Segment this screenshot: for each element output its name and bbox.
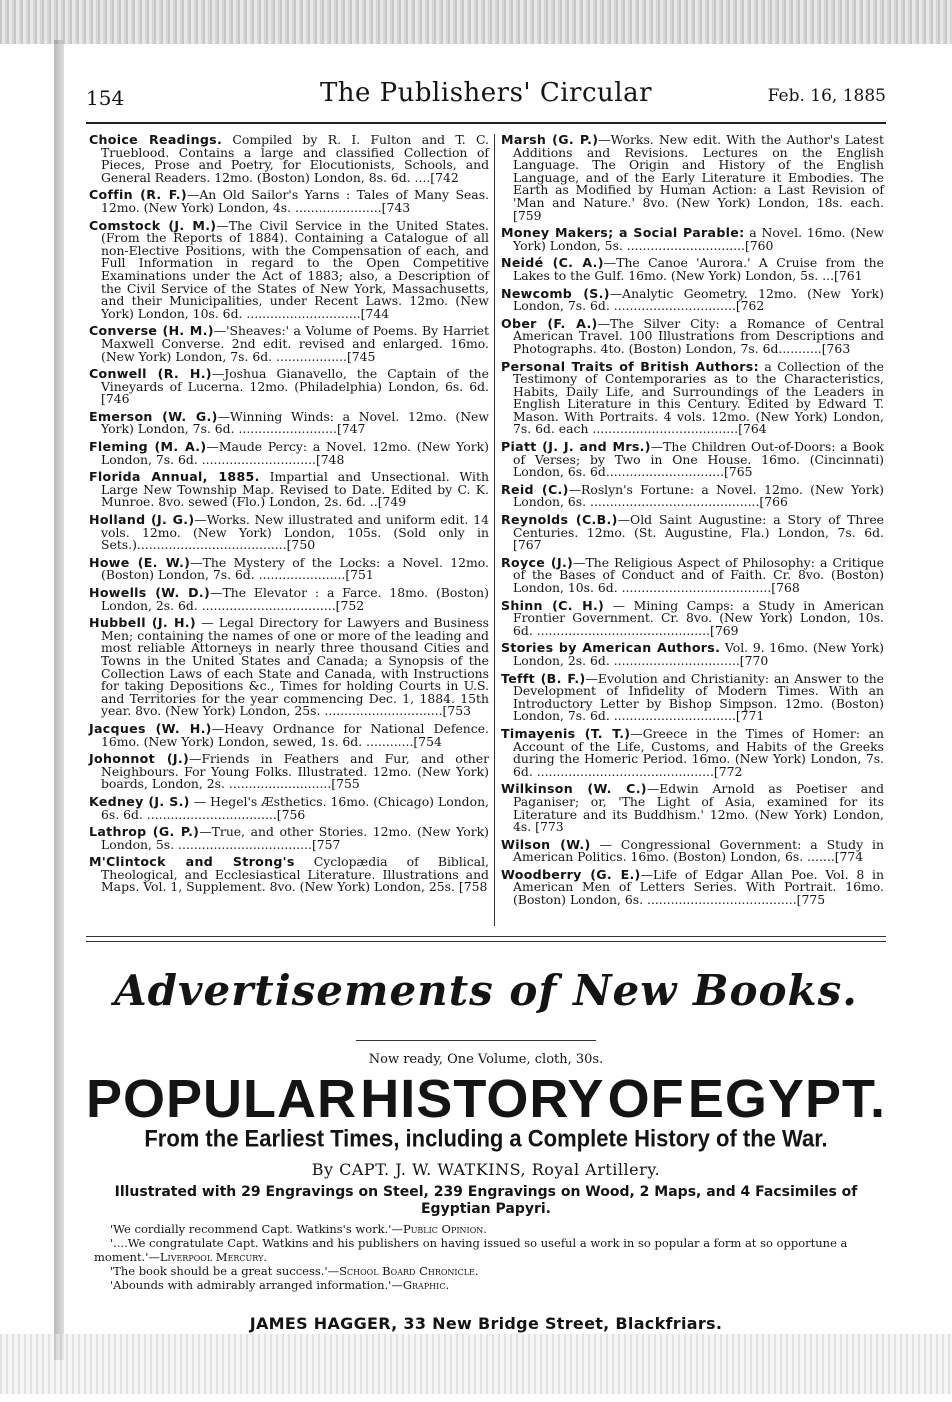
entry-author: M'Clintock and Strong's — [89, 854, 295, 870]
header-rule — [86, 122, 886, 124]
book-entry — [89, 720, 489, 749]
short-rule — [356, 1040, 596, 1041]
entry-author: Choice Readings. — [89, 132, 223, 147]
entry-text: —Life of Edgar Allan Poe. Vol. 8 in American Men of Letters Series. With Portrait. 16mo. (Boston) London, 6s. ......................................[775 — [513, 866, 884, 908]
book-headline — [86, 1068, 886, 1130]
page-header — [86, 78, 886, 112]
book-entry — [89, 441, 489, 466]
book-entry — [89, 368, 489, 406]
book-entry — [89, 408, 489, 437]
entry-author: Timayenis (T. T.) — [501, 725, 631, 741]
book-entry — [501, 670, 885, 724]
entry-text: —The Mystery of the Locks: a Novel. 12mo. (Boston) London, 7s. 6d. ......................[751 — [101, 554, 489, 583]
scan-edge-bottom — [0, 1334, 952, 1394]
entry-text: —The Canoe 'Aurora.' A Cruise from the Lakes to the Gulf. 16mo. (New York) London, 5s. ...[761 — [513, 255, 884, 283]
entry-author: Woodberry (G. E.) — [501, 866, 641, 882]
page-number: 154 — [86, 86, 125, 110]
entry-text: —Analytic Geometry. 12mo. (New York) London, 7s. 6d. ...............................[762 — [513, 285, 884, 314]
entry-text: — Mining Camps: a Study in American Frontier Government. Cr. 8vo. (New York) London, 10s. 6d. ............................................[769 — [513, 597, 884, 638]
entry-text: —'Sheaves:' a Volume of Poems. By Harriet Maxwell Converse. 2nd edit. revised and enlarged. 16mo. (New York) London, 7s. 6d. ..................[745 — [101, 323, 489, 364]
section-rule — [86, 936, 886, 937]
book-entry — [89, 514, 489, 552]
entry-author: Hubbell (J. H.) — [89, 615, 196, 631]
book-entry — [501, 642, 884, 667]
entry-author: Converse (H. M.) — [89, 323, 214, 339]
headline-word: HISTORY — [360, 1069, 605, 1129]
entry-author: Johonnot (J.) — [89, 751, 190, 767]
column-divider — [494, 134, 495, 926]
entry-author: Royce (J.) — [501, 554, 574, 570]
book-entry — [501, 597, 884, 638]
entry-author: Marsh (G. P.) — [501, 132, 599, 147]
entry-author: Neidé (C. A.) — [501, 255, 604, 271]
entry-text: — Congressional Government: a Study in American Politics. 16mo. (Boston) London, 6s. .......[774 — [513, 836, 885, 865]
entry-text: — Legal Directory for Lawyers and Business Men; containing the names of one or more of the leading and most reliable Attorneys in nearly three thousand Cities and Towns in the United States and Canada; a Synopsis of the Collection Laws of each State and Canada, with Instructions for taking Depositions &c., Times for holding Courts in U.S. and Territories for the year commencing Dec. 1, 1884. 15th year. 8vo. (New York) London, 25s. ..............................[753 — [101, 615, 489, 719]
entry-author: Coffin (R. F.) — [89, 187, 187, 203]
entry-author: Ober (F. A.) — [501, 315, 598, 331]
book-entry — [89, 471, 489, 509]
entry-text: —An Old Sailor's Yarns : Tales of Many Seas. 12mo. (New York) London, 4s. ......................[743 — [101, 187, 489, 215]
entry-author: Holland (J. G.) — [89, 512, 195, 528]
headline-word: OF — [607, 1069, 685, 1129]
entry-text: —Old Saint Augustine: a Story of Three Centuries. 12mo. (St. Augustine, Fla.) London, 7s. 6d. [767 — [513, 512, 884, 553]
issue-date: Feb. 16, 1885 — [767, 86, 886, 106]
entry-author: Florida Annual, 1885. — [89, 469, 260, 485]
entry-text: —The Silver City: a Romance of Central American Travel. 100 Illustrations from Descriptions and Photographs. 4to. (Boston) London, 7s. 6d...........[763 — [513, 315, 884, 356]
entry-text: —Maude Percy: a Novel. 12mo. (New York) London, 7s. 6d. .............................[748 — [101, 439, 489, 467]
entry-text: a Novel. 16mo. (New York) London, 5s. ..............................[760 — [513, 225, 884, 253]
press-quote: 'The book should be a great success.'—School Board Chronicle. — [110, 1264, 479, 1278]
book-entry — [501, 134, 884, 222]
entry-text: — Hegel's Æsthetics. 16mo. (Chicago) London, 6s. 6d. .................................[756 — [101, 793, 489, 822]
book-entry — [89, 587, 489, 612]
right-column — [501, 134, 884, 912]
entry-text: —Greece in the Times of Homer: an Account of the Life, Customs, and Habits of the Greeks during the Homeric Period. 16mo. (New York) London, 7s. 6d. .............................................[772 — [513, 725, 884, 779]
entry-author: Comstock (J. M.) — [89, 217, 217, 233]
book-entry — [89, 217, 489, 321]
entry-author: Stories by American Authors. — [501, 640, 721, 656]
entry-author: Howells (W. D.) — [89, 585, 211, 600]
entry-text: Impartial and Unsectional. With Large New Township Map. Revised to Date. Edited by C. K. Munroe. 8vo. sewed (Flo.) London, 2s. 6d. ..[749 — [101, 469, 489, 510]
book-entry — [89, 617, 489, 718]
press-quote: 'Abounds with admirably arranged information.'—Graphic. — [110, 1278, 450, 1292]
press-quote: '....We congratulate Capt. Watkins and his publishers on having issued so useful a work in so popular a form at so opportune a moment.'—Liverpool Mercury. — [94, 1236, 848, 1264]
entry-author: Reid (C.) — [501, 481, 569, 497]
scan-edge-top — [0, 0, 952, 44]
entry-author: Jacques (W. H.) — [89, 720, 212, 736]
left-column — [89, 134, 489, 899]
entry-author: Personal Traits of British Authors: — [501, 358, 759, 374]
entry-author: Howe (E. W.) — [89, 554, 191, 570]
book-entry — [501, 441, 884, 479]
entry-text: —Heavy Ordnance for National Defence. 16mo. (New York) London, sewed, 1s. 6d. ............[754 — [101, 720, 489, 749]
headline-word: EGYPT. — [687, 1069, 886, 1129]
book-entry — [89, 189, 489, 214]
headline-word: POPULAR — [86, 1069, 358, 1129]
advertisements-heading: Advertisements of New Books. — [114, 966, 858, 1015]
binding-edge — [54, 40, 64, 1360]
now-ready-line: Now ready, One Volume, cloth, 30s. — [368, 1052, 604, 1067]
illustrations-note: Illustrated with 29 Engravings on Steel, 239 Engravings on Wood, 2 Maps, and 4 Facsimiles of Egyptian Papyri. — [114, 1184, 858, 1217]
book-entry — [89, 826, 489, 851]
entry-text: —The Children Out-of-Doors: a Book of Verses; by Two in One House. 16mo. (Cincinnati) London, 6s. 6d..............................[765 — [513, 439, 884, 480]
entry-text: —The Elevator : a Farce. 18mo. (Boston) London, 2s. 6d. ..................................[752 — [101, 585, 489, 613]
entry-text: —Works. New illustrated and uniform edit. 14 vols. 12mo. (New York) London, 105s. (Sold only in Sets.)......................................[750 — [101, 512, 489, 553]
entry-text: —Roslyn's Fortune: a Novel. 12mo. (New York) London, 6s. ...........................................[766 — [513, 481, 884, 510]
book-entry — [89, 134, 489, 184]
entry-text: Cyclopædia of Biblical, Theological, and Ecclesiastical Literature. Illustrations and Maps. Vol. 1, Supplement. 8vo. (New York) London, 25s. [758 — [101, 854, 489, 895]
book-entry — [89, 554, 489, 583]
entry-author: Piatt (J. J. and Mrs.) — [501, 439, 651, 455]
book-entry — [89, 793, 489, 822]
entry-author: Lathrop (G. P.) — [89, 824, 200, 840]
book-entry — [89, 753, 489, 791]
entry-text: —The Civil Service in the United States. (From the Reports of 1884). Containing a Catalogue of all non-Elective Positions, with the Compensation of each, and Full Information in regard to the Open Competitive Examinations under the Act of 1883; also, a Description of the Civil Service of the States of New York, Massachusetts, and their Municipalities, under Recent Laws. 12mo. (New York) London, 10s. 6d. .............................[744 — [101, 217, 489, 321]
entry-author: Kedney (J. S.) — [89, 793, 190, 809]
book-entry — [501, 514, 884, 552]
book-entry — [501, 285, 884, 314]
page-title: The Publishers' Circular — [319, 78, 653, 108]
publisher-address: JAMES HAGGER, 33 New Bridge Street, Blackfriars. — [249, 1314, 723, 1333]
entry-author: Wilkinson (W. C.) — [501, 781, 647, 797]
entry-text: —Works. New edit. With the Author's Latest Additions and Revisions. Lectures on the English Language. The Origin and History of the English Language, and of the Early Literature it Embodies. The Earth as Modified by Human Action: a Last Revision of 'Man and Nature.' 8vo. (New York) London, 18s. each. [759 — [513, 132, 884, 223]
book-subtitle: From the Earliest Times, including a Complete History of the War. — [144, 1124, 828, 1153]
entry-text: —Evolution and Christianity: an Answer to the Development of Infidelity of Modern Times. With an Introductory Letter by Bishop Simpson. 12mo. (Boston) London, 7s. 6d. ...............................[771 — [513, 670, 885, 724]
entry-text: —Joshua Gianavello, the Captain of the Vineyards of Lucerna. 12mo. (Philadelphia) London, 6s. 6d. [746 — [101, 366, 489, 407]
book-entry — [501, 257, 884, 282]
entry-text: —Friends in Feathers and Fur, and other Neighbours. For Young Folks. Illustrated. 12mo. (New York) boards, London, 2s. ..........................[755 — [101, 751, 489, 792]
book-byline: By CAPT. J. W. WATKINS, Royal Artillery. — [311, 1160, 661, 1179]
entry-author: Fleming (M. A.) — [89, 439, 207, 455]
press-quotes — [94, 1222, 880, 1292]
book-entry — [501, 783, 884, 833]
book-entry — [501, 227, 884, 252]
book-entry — [501, 836, 885, 865]
book-entry — [501, 481, 884, 510]
book-entry — [501, 725, 884, 779]
book-entry — [89, 856, 489, 894]
book-entry — [89, 325, 489, 363]
entry-author: Money Makers; a Social Parable: — [501, 225, 745, 241]
book-entry — [501, 358, 884, 437]
entry-author: Conwell (R. H.) — [89, 366, 212, 382]
entry-text: —True, and other Stories. 12mo. (New York) London, 5s. ..................................[757 — [101, 824, 489, 852]
entry-author: Newcomb (S.) — [501, 285, 610, 301]
section-rule-double — [86, 941, 886, 942]
book-entry — [501, 315, 884, 356]
entry-text: —Winning Winds: a Novel. 12mo. (New York) London, 7s. 6d. .........................[747 — [101, 408, 489, 437]
book-entry — [501, 866, 884, 908]
entry-text: —Edwin Arnold as Poetiser and Paganiser; or, 'The Light of Asia, examined for its Literature and its Buddhism.' 12mo. (New York) London, 4s. [773 — [513, 781, 885, 835]
entry-text: Vol. 9. 16mo. (New York) London, 2s. 6d. ................................[770 — [513, 640, 884, 668]
book-entry — [501, 554, 884, 595]
entry-author: Tefft (B. F.) — [501, 670, 586, 686]
entry-text: a Collection of the Testimony of Contemporaries as to the Characteristics, Habits, Daily Life, and Surroundings of the Leaders in English Literature in this Century. Edited by Edward T. Mason. With Portraits. 4 vols. 12mo. (New York) London, 7s. 6d. each .....................................[764 — [513, 358, 884, 437]
entry-author: Emerson (W. G.) — [89, 408, 218, 424]
entry-author: Wilson (W.) — [501, 836, 591, 852]
entry-text: —The Religious Aspect of Philosophy: a Critique of the Bases of Conduct and of Faith. Cr. 8vo. (Boston) London, 10s. 6d. ......................................[768 — [513, 554, 884, 595]
press-quote: 'We cordially recommend Capt. Watkins's work.'—Public Opinion. — [110, 1222, 487, 1236]
entry-author: Shinn (C. H.) — [501, 597, 605, 613]
entry-text: Compiled by R. I. Fulton and T. C. Trueblood. Contains a large and classified Collection of Pieces, Prose and Poetry, for Elocutionists, Schools, and General Readers. 12mo. (Boston) London, 8s. 6d. ....[742 — [101, 132, 489, 185]
entry-author: Reynolds (C.B.) — [501, 512, 618, 528]
